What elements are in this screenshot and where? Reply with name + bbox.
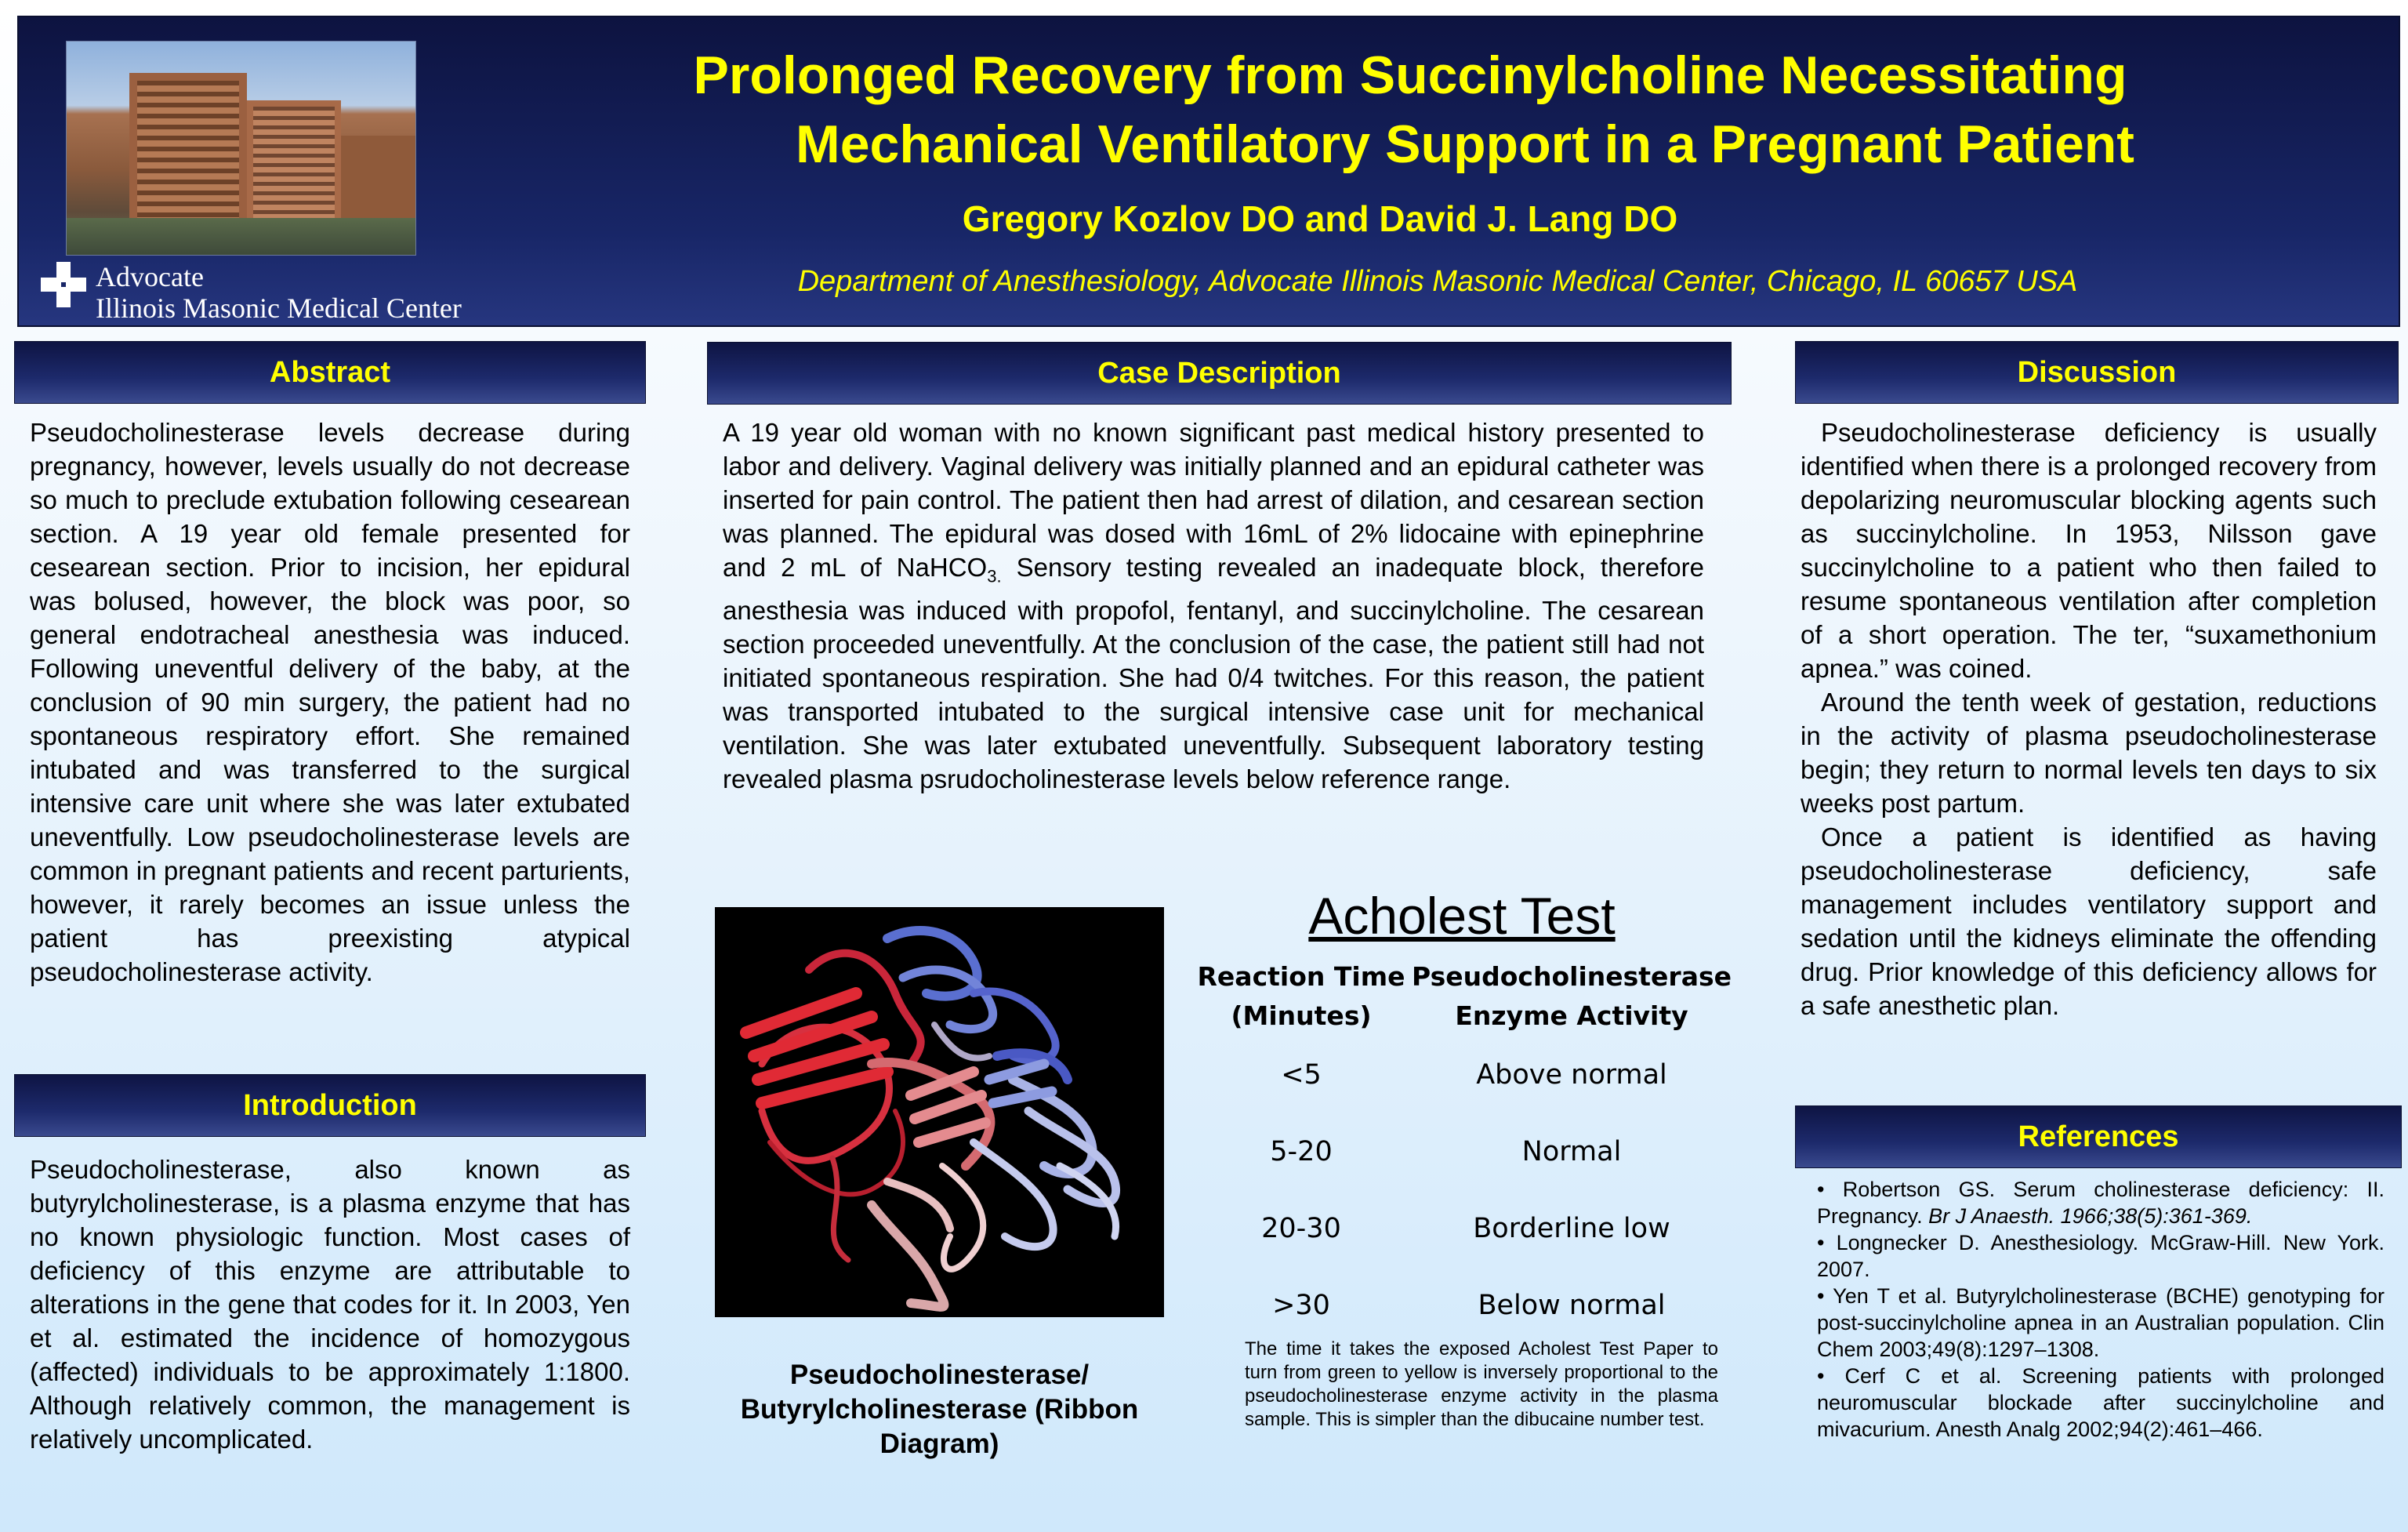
advocate-cross-icon [41, 262, 86, 307]
case-description-text [723, 416, 1704, 796]
reference-item: • Longnecker D. Anesthesiology. McGraw-Hill. New York. 2007. [1817, 1231, 2384, 1281]
nahco3-subscript: 3. [987, 566, 1002, 586]
discussion-paragraph-2: Around the tenth week of gestation, reductions in the activity of plasma pseudocholinesterase begin; they return to normal levels ten days to six weeks post partum. [1801, 688, 2377, 818]
introduction-paragraph: Pseudocholinesterase, also known as butyrylcholinesterase, is a plasma enzyme that has no known physiologic function. Most cases of deficiency of this enzyme are attributable to alterations in the gene that codes for it. In 2003, Yen et al. estimated the incidence of homozygous (affected) individuals to be approximately 1:1800. Although relatively common, the management is relatively uncomplicated. [30, 1155, 630, 1454]
reference-item: • Cerf C et al. Screening patients with prolonged neuromuscular blockade after succinylcholine and mivacurium. Anesth Analg 2002;94(2):461–466. [1817, 1364, 2384, 1441]
poster-header [17, 16, 2400, 327]
acholest-table [1191, 957, 1732, 1344]
table-row [1191, 1036, 1732, 1113]
header-reaction-time: Reaction Time (Minutes) [1197, 961, 1405, 1031]
reaction-time-cell: >30 [1272, 1290, 1330, 1321]
title-line2: Mechanical Ventilatory Support in a Pregnant Patient [796, 114, 2134, 174]
references-list [1817, 1176, 2384, 1443]
table-header-row [1191, 957, 1732, 1036]
table-row [1191, 1190, 1732, 1267]
reaction-time-cell: 5-20 [1270, 1136, 1333, 1167]
discussion-paragraph-1: Pseudocholinesterase deficiency is usually identified when there is a prolonged recovery from depolarizing neuromuscular blocking agents such as succinylcholine. In 1953, Nilsson gave succinylcholine to a patient who then failed to resume spontaneous ventilation after completion of a short operation. The ter, “suxamethonium apnea.” was coined. [1801, 418, 2377, 683]
abstract-text [30, 416, 630, 989]
acholest-title: Acholest Test [1308, 887, 1616, 945]
title-line1: Prolonged Recovery from Succinylcholine Necessitating [693, 45, 2127, 105]
reference-item: • Yen T et al. Butyrylcholinesterase (BCHE) genotyping for post-succinylcholine apnea in an Australian population. Clin Chem 2003;49(8):1297–1308. [1817, 1284, 2384, 1361]
case-text-part2: Sensory testing revealed an inadequate block, therefore anesthesia was induced with propofol, fentanyl, and succinylcholine. The cesarean section proceeded uneventfully. At the conclusion of the case, the patient still had not initiated spontaneous respiration. She had 0/4 twitches. For this reason, the patient was transported intubated to the surgical intensive case unit for mechanical ventilation. She was later extubated uneventfully. Subsequent laboratory testing revealed plasma psrudocholinesterase levels below reference range. [723, 553, 1704, 793]
reaction-time-cell: 20-30 [1261, 1213, 1341, 1244]
authors: Gregory Kozlov DO and David J. Lang DO [962, 198, 1678, 239]
enzyme-activity-cell: Borderline low [1473, 1213, 1670, 1244]
hospital-photo [66, 41, 416, 256]
institution-logo [41, 259, 511, 324]
case-text-part1: A 19 year old woman with no known significant past medical history presented to labor and delivery. Vaginal delivery was initially planned and an epidural catheter was inserted for pain control. The patient then had arrest of dilation, and cesarean section was planned. The epidural was dosed with 16mL of 2% lidocaine with epinephrine and 2 mL of NaHCO [723, 418, 1704, 582]
case-paragraph [723, 416, 1704, 796]
discussion-paragraph-3: Once a patient is identified as having pseudocholinesterase deficiency, safe management includes ventilatory support and sedation until the kidneys eliminate the offending drug. Prior knowledge of this deficiency allows for a safe anesthetic plan. [1801, 822, 2377, 1020]
enzyme-activity-cell: Above normal [1476, 1059, 1667, 1091]
table-row [1191, 1267, 1732, 1344]
enzyme-activity-cell: Below normal [1478, 1290, 1666, 1321]
abstract-heading: Abstract [14, 341, 646, 404]
references-heading: References [1795, 1105, 2402, 1168]
abstract-paragraph: Pseudocholinesterase levels decrease during pregnancy, however, levels usually do not decrease so much to preclude extubation following cesearean section. A 19 year old female presented for cesearean section. Prior to incision, her epidural was bolused, however, the block was poor, so general endotracheal anesthesia was induced. Following uneventful delivery of the baby, at the conclusion of 90 min surgery, the patient had no spontaneous respiratory effort. She remained intubated and was transferred to the surgical intensive care unit where she was later extubated uneventfully. Low pseudocholinesterase levels are common in pregnant patients and recent parturients, however, it rarely becomes an issue unless the patient has preexisting atypical pseudocholinesterase activity. [30, 418, 630, 986]
reaction-time-cell: <5 [1281, 1059, 1322, 1091]
ribbon-diagram-image [715, 907, 1164, 1317]
header-enzyme-activity: Pseudocholinesterase Enzyme Activity [1411, 961, 1732, 1031]
introduction-text [30, 1153, 630, 1456]
reference-1-text: • Robertson GS. Serum cholinesterase deficiency: II. Pregnancy. [1817, 1178, 2384, 1228]
acholest-note: The time it takes the exposed Acholest Test Paper to turn from green to yellow is inversely proportional to the pseudocholinesterase enzyme activity in the plasma sample. This is simpler than the dibucaine number test. [1245, 1338, 1718, 1430]
discussion-text [1801, 416, 2377, 1022]
logo-line2: Illinois Masonic Medical Center [96, 292, 462, 324]
poster-title [489, 41, 2386, 179]
discussion-heading: Discussion [1795, 341, 2399, 404]
enzyme-activity-cell: Normal [1521, 1136, 1622, 1167]
figure-caption: Pseudocholinesterase/ Butyrylcholinesterase (Ribbon Diagram) [740, 1360, 1139, 1459]
case-description-heading: Case Description [707, 342, 1732, 405]
reference-1-journal: Br J Anaesth. 1966;38(5):361-369. [1928, 1204, 2253, 1228]
affiliation: Department of Anesthesiology, Advocate Illinois Masonic Medical Center, Chicago, IL 60657 USA [797, 265, 2078, 298]
reference-item [1817, 1176, 2384, 1229]
introduction-heading: Introduction [14, 1074, 646, 1137]
table-row [1191, 1113, 1732, 1190]
logo-line1: Advocate [96, 261, 204, 292]
